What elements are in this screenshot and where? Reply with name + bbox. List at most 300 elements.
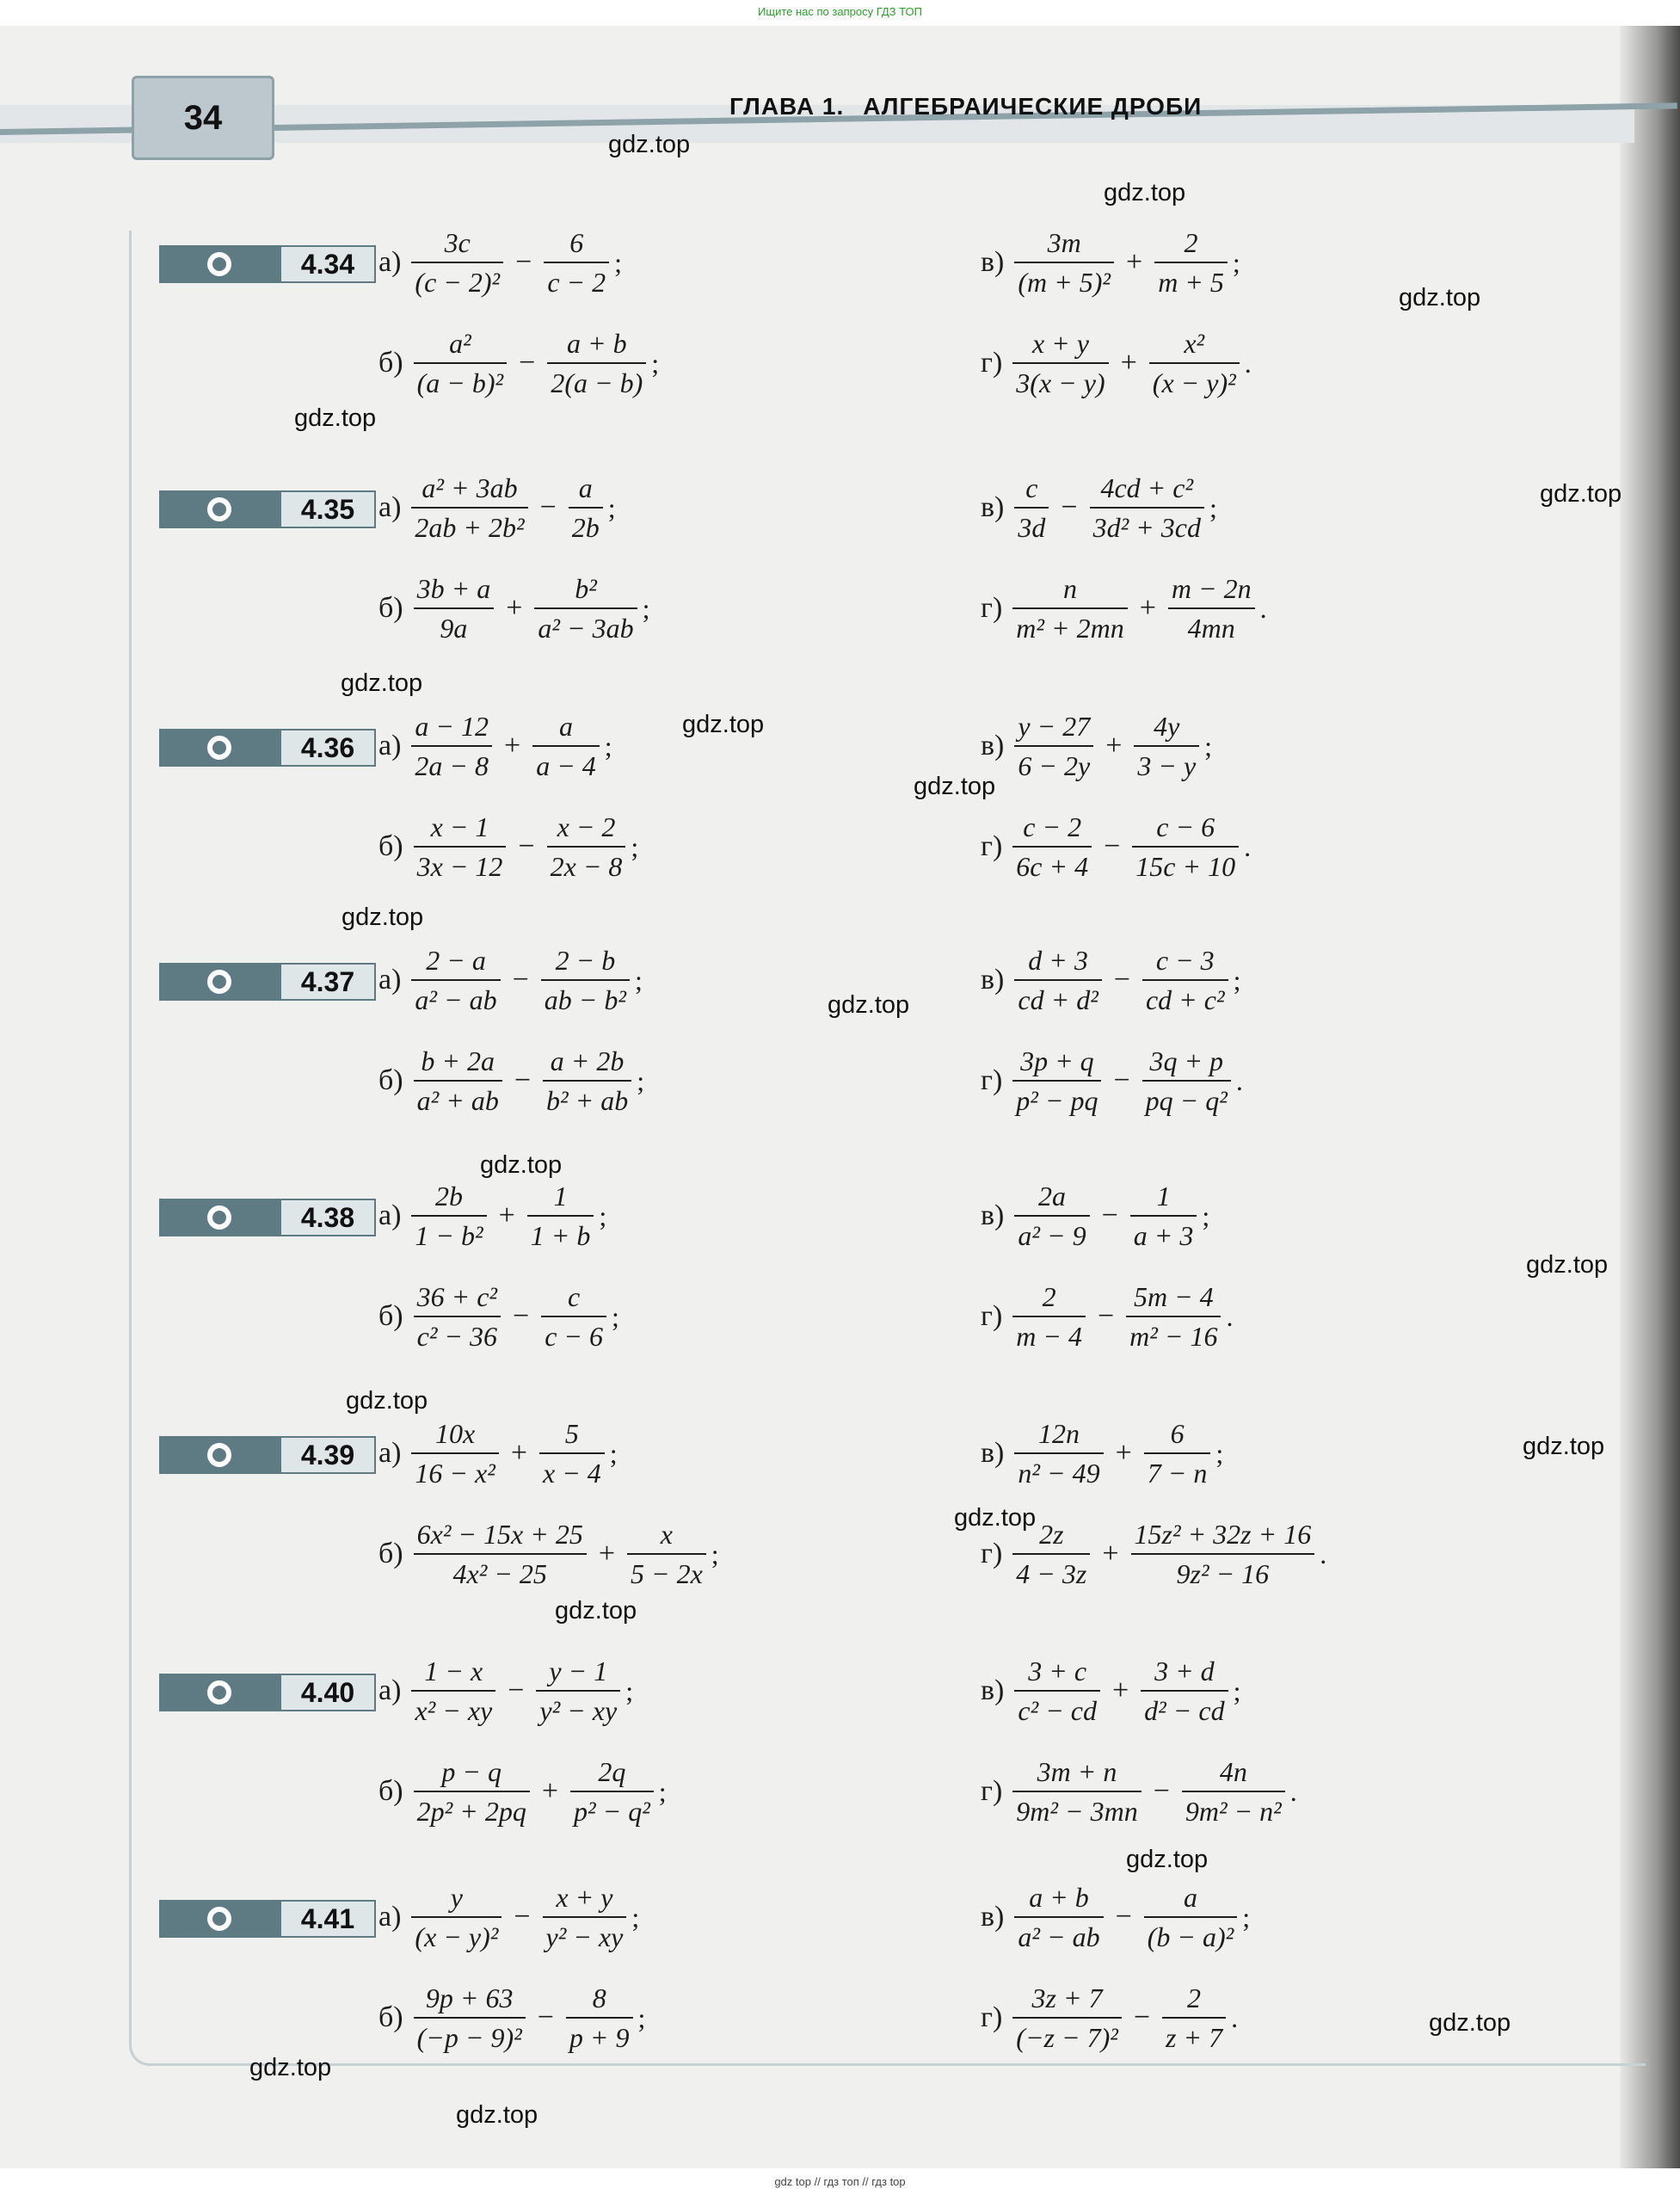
fraction-numerator: y − 1 (549, 1655, 608, 1686)
operator: − (1061, 491, 1078, 523)
punctuation: ; (1233, 964, 1241, 996)
fraction-numerator: 3m (1047, 227, 1081, 258)
punctuation: ; (604, 730, 612, 761)
exercise-item (981, 1044, 1243, 1118)
operator: − (514, 1064, 531, 1096)
fraction-denominator: 9m² − 3mn (1016, 1796, 1138, 1827)
fraction-denominator: c − 2 (547, 267, 606, 298)
fraction-denominator: cd + c² (1145, 984, 1225, 1015)
item-letter: в) (981, 964, 1005, 996)
operator: + (1111, 1674, 1129, 1706)
fraction-numerator: b + 2a (421, 1045, 495, 1076)
fraction (1134, 709, 1199, 783)
chapter-heading (729, 93, 1202, 120)
watermark-text: gdz.top (1126, 1846, 1209, 1873)
fraction (1014, 709, 1093, 783)
operator: − (1113, 964, 1130, 996)
exercise-item (378, 1981, 645, 2055)
item-letter: а) (378, 730, 402, 761)
fraction-numerator: a + 2b (550, 1045, 625, 1076)
exercise-item (378, 326, 659, 400)
exercise-item (378, 1179, 606, 1253)
exercise-item (981, 471, 1217, 545)
item-letter: б) (378, 592, 403, 624)
item-letter: в) (981, 1199, 1005, 1231)
fraction-denominator: 1 + b (530, 1220, 591, 1251)
fraction (1012, 1044, 1101, 1118)
fraction-denominator: p² − pq (1016, 1085, 1098, 1116)
item-letter: б) (378, 1064, 403, 1096)
fraction (1162, 1981, 1226, 2055)
fraction-denominator: (−z − 7)² (1016, 2022, 1118, 2053)
exercise-item (981, 326, 1252, 400)
fraction-denominator: m − 4 (1016, 1321, 1082, 1352)
punctuation: . (1235, 1064, 1243, 1096)
operator: + (1105, 730, 1123, 761)
punctuation: ; (607, 491, 616, 523)
fraction-numerator: c − 3 (1155, 945, 1215, 976)
punctuation: . (1320, 1538, 1327, 1569)
fraction (1142, 943, 1228, 1017)
fraction-numerator: 3m + n (1037, 1756, 1117, 1787)
item-letter: г) (981, 1300, 1003, 1332)
fraction-numerator: x − 2 (557, 811, 616, 842)
fraction-denominator: 4x² − 25 (452, 1558, 547, 1589)
operator: − (518, 830, 535, 862)
fraction (547, 810, 626, 884)
punctuation: . (1226, 1300, 1234, 1332)
problem-number-label (159, 1436, 376, 1474)
fraction-numerator: 5m − 4 (1133, 1281, 1214, 1312)
fraction (414, 1279, 501, 1353)
item-letter: б) (378, 1538, 403, 1569)
operator: − (1133, 2001, 1151, 2033)
fraction (569, 471, 603, 545)
fraction-denominator: b² + ab (546, 1085, 629, 1116)
operator: − (1101, 1199, 1118, 1231)
watermark-text: gdz.top (249, 2054, 332, 2081)
fraction-denominator: 9m² − n² (1185, 1796, 1282, 1827)
item-letter: г) (981, 1064, 1003, 1096)
operator: + (1139, 592, 1156, 624)
fraction-denominator: (a − b)² (416, 367, 504, 398)
item-letter: г) (981, 830, 1003, 862)
fraction-denominator: 2(a − b) (551, 367, 643, 398)
punctuation: ; (1215, 1437, 1224, 1469)
exercise-item (981, 709, 1212, 783)
problem-number-label (159, 490, 376, 528)
fraction-denominator: (b − a)² (1147, 1921, 1234, 1952)
bottom-note: gdz top // гдз топ // гдз top (774, 2175, 906, 2188)
fraction-numerator: 3z + 7 (1031, 1982, 1103, 2013)
item-letter: б) (378, 830, 403, 862)
fraction (1141, 1654, 1228, 1728)
item-letter: в) (981, 1901, 1005, 1933)
fraction (411, 1416, 498, 1490)
fraction-denominator: 7 − n (1147, 1458, 1208, 1489)
watermark-text: gdz.top (682, 711, 765, 738)
watermark-text: gdz.top (294, 404, 377, 432)
problem-number-label (159, 1900, 376, 1938)
difficulty-marker (159, 1199, 280, 1236)
watermark-text: gdz.top (1104, 179, 1186, 207)
fraction-denominator: n² − 49 (1018, 1458, 1100, 1489)
item-letter: а) (378, 1674, 402, 1706)
fraction-numerator: 3 + d (1154, 1655, 1215, 1686)
watermark-text: gdz.top (1523, 1433, 1605, 1460)
exercise-item (378, 225, 622, 299)
fraction (543, 1044, 631, 1118)
fraction-denominator: 6c + 4 (1016, 851, 1089, 882)
item-letter: а) (378, 1199, 402, 1231)
fraction (1014, 1416, 1103, 1490)
operator: − (539, 491, 557, 523)
watermark-text: gdz.top (346, 1387, 428, 1415)
circle-icon (207, 970, 231, 994)
operator: − (513, 1300, 530, 1332)
fraction (1144, 1416, 1211, 1490)
exercise-item (981, 1754, 1297, 1828)
exercise-item (981, 571, 1267, 645)
operator: + (541, 1775, 558, 1807)
fraction-numerator: 36 + c² (416, 1281, 498, 1312)
fraction (1126, 1279, 1221, 1353)
fraction-numerator: 10x (435, 1418, 476, 1449)
fraction (411, 1654, 495, 1728)
exercise-item (981, 1880, 1250, 1954)
fraction-numerator: 2 (1187, 1982, 1202, 2013)
fraction-denominator: 5 − 2x (631, 1558, 703, 1589)
exercise-item (378, 471, 616, 545)
fraction-denominator: 16 − x² (415, 1458, 495, 1489)
exercise-item (378, 1654, 633, 1728)
punctuation: ; (1233, 1674, 1241, 1706)
exercise-item (981, 1654, 1240, 1728)
fraction-denominator: 2p² + 2pq (416, 1796, 526, 1827)
fraction-numerator: 2 (1042, 1281, 1056, 1312)
operator: + (1115, 1437, 1132, 1469)
difficulty-marker (159, 1674, 280, 1711)
fraction (1182, 1754, 1285, 1828)
fraction-denominator: 2b (571, 512, 600, 543)
fraction-numerator: 2z (1039, 1519, 1064, 1550)
problem-number-label (159, 1674, 376, 1711)
punctuation: ; (634, 964, 643, 996)
fraction-numerator: x + y (556, 1882, 613, 1913)
punctuation: ; (631, 1901, 640, 1933)
fraction-numerator: b² (575, 573, 597, 604)
fraction (411, 709, 492, 783)
item-letter: в) (981, 491, 1005, 523)
fraction (414, 571, 495, 645)
fraction-denominator: 4 − 3z (1016, 1558, 1087, 1589)
fraction (527, 1179, 594, 1253)
operator: + (1102, 1538, 1119, 1569)
operator: − (1115, 1901, 1132, 1933)
circle-icon (207, 252, 231, 276)
fraction-denominator: 3x − 12 (416, 851, 503, 882)
operator: + (506, 592, 523, 624)
fraction-numerator: x + y (1031, 328, 1089, 359)
item-letter: г) (981, 2001, 1003, 2033)
exercise-item (981, 1416, 1223, 1490)
fraction-denominator: 9z² − 16 (1176, 1558, 1270, 1589)
fraction (1130, 1179, 1197, 1253)
fraction-denominator: 1 − b² (415, 1220, 483, 1251)
fraction-numerator: y (450, 1882, 463, 1913)
problem-number-label (159, 729, 376, 767)
fraction-numerator: a + b (1029, 1882, 1089, 1913)
fraction-numerator: 3 + c (1028, 1655, 1087, 1686)
fraction-denominator: 2a − 8 (415, 750, 489, 781)
operator: − (514, 1901, 531, 1933)
fraction-denominator: pq − q² (1145, 1085, 1228, 1116)
fraction-numerator: 4cd + c² (1100, 472, 1194, 503)
item-letter: г) (981, 1775, 1003, 1807)
fraction (566, 1981, 633, 2055)
fraction (411, 1179, 486, 1253)
fraction-denominator: 2ab + 2b² (415, 512, 525, 543)
fraction-denominator: m² + 2mn (1016, 613, 1124, 644)
fraction (411, 1880, 502, 1954)
watermark-text: gdz.top (1526, 1251, 1609, 1279)
operator: − (1097, 1300, 1115, 1332)
item-letter: б) (378, 1300, 403, 1332)
fraction-numerator: n (1062, 573, 1077, 604)
watermark-text: gdz.top (954, 1504, 1037, 1532)
punctuation: ; (612, 1300, 619, 1332)
fraction (414, 1981, 526, 2055)
exercise-item (378, 1880, 639, 1954)
fraction-denominator: a − 4 (536, 750, 596, 781)
fraction-numerator: c − 2 (1023, 811, 1082, 842)
punctuation: ; (1242, 1901, 1251, 1933)
problem-number: 4.41 (280, 1900, 376, 1938)
difficulty-marker (159, 1900, 280, 1938)
fraction (541, 1279, 606, 1353)
problem-number: 4.36 (280, 729, 376, 767)
fraction (414, 810, 507, 884)
fraction-numerator: 3b + a (416, 573, 491, 604)
fraction (570, 1754, 654, 1828)
operator: − (519, 347, 536, 379)
fraction-numerator: 1 (1156, 1181, 1171, 1212)
fraction-denominator: a² − 9 (1018, 1220, 1086, 1251)
item-letter: б) (378, 1775, 403, 1807)
problem-number: 4.35 (280, 490, 376, 528)
fraction (1014, 225, 1114, 299)
item-letter: в) (981, 730, 1005, 761)
item-letter: а) (378, 964, 402, 996)
exercise-item (378, 1517, 719, 1591)
fraction-numerator: 2 − a (426, 945, 486, 976)
circle-icon (207, 1680, 231, 1705)
difficulty-marker (159, 963, 280, 1001)
difficulty-marker (159, 245, 280, 283)
fraction-denominator: cd + d² (1018, 984, 1098, 1015)
fraction (1012, 810, 1092, 884)
operator: − (1104, 830, 1121, 862)
operator: − (515, 246, 532, 278)
fraction-numerator: x² (1184, 328, 1205, 359)
fraction-denominator: 3 − y (1137, 750, 1197, 781)
fraction-denominator: d² − cd (1144, 1695, 1225, 1726)
fraction-denominator: y² − xy (545, 1921, 624, 1952)
operator: + (1126, 246, 1143, 278)
difficulty-marker (159, 1436, 280, 1474)
fraction-numerator: x − 1 (430, 811, 489, 842)
item-letter: в) (981, 1437, 1005, 1469)
watermark-text: gdz.top (342, 903, 424, 931)
operator: + (504, 730, 521, 761)
circle-icon (207, 1205, 231, 1230)
fraction (1142, 1044, 1231, 1118)
fraction (1014, 471, 1049, 545)
fraction (1014, 1880, 1103, 1954)
punctuation: ; (658, 1775, 667, 1807)
item-letter: а) (378, 1437, 402, 1469)
fraction-denominator: (x − y)² (1152, 367, 1236, 398)
chapter-label: ГЛАВА 1. (729, 93, 845, 120)
fraction (1012, 1754, 1141, 1828)
fraction (541, 943, 630, 1017)
fraction (1168, 571, 1255, 645)
fraction-numerator: 12n (1037, 1418, 1080, 1449)
watermark-text: gdz.top (914, 773, 996, 800)
watermark-text: gdz.top (456, 2101, 538, 2129)
fraction-denominator: 3(x − y) (1016, 367, 1105, 398)
fraction-numerator: c (1025, 472, 1038, 503)
punctuation: . (1289, 1775, 1297, 1807)
punctuation: ; (625, 1674, 634, 1706)
fraction (1012, 326, 1108, 400)
watermark-text: gdz.top (1399, 284, 1481, 311)
punctuation: ; (1204, 730, 1213, 761)
problem-number-label (159, 963, 376, 1001)
fraction-denominator: 6 − 2y (1018, 750, 1091, 781)
fraction-numerator: 3p + q (1020, 1045, 1094, 1076)
fraction-denominator: a + 3 (1133, 1220, 1194, 1251)
fraction (414, 1044, 502, 1118)
punctuation: ; (711, 1538, 719, 1569)
item-letter: г) (981, 1538, 1003, 1569)
operator: + (598, 1538, 615, 1569)
exercise-item (981, 225, 1240, 299)
fraction (414, 326, 508, 400)
fraction-numerator: y − 27 (1018, 711, 1091, 742)
fraction-denominator: x² − xy (415, 1695, 493, 1726)
fraction (1090, 471, 1204, 545)
difficulty-marker (159, 729, 280, 767)
operator: − (508, 1674, 525, 1706)
operator: − (512, 964, 529, 996)
fraction-numerator: 5 (564, 1418, 579, 1449)
watermark-text: gdz.top (1429, 2009, 1511, 2037)
fraction-denominator: a² − 3ab (538, 613, 634, 644)
fraction-numerator: 3c (444, 227, 471, 258)
fraction (547, 326, 646, 400)
fraction-numerator: 2q (598, 1756, 626, 1787)
problem-number: 4.40 (280, 1674, 376, 1711)
fraction-denominator: 15c + 10 (1135, 851, 1236, 882)
operator: + (510, 1437, 527, 1469)
fraction (1131, 1517, 1315, 1591)
fraction-numerator: 15z² + 32z + 16 (1134, 1519, 1312, 1550)
watermark-text: gdz.top (1540, 480, 1622, 508)
punctuation: ; (609, 1437, 618, 1469)
item-letter: г) (981, 347, 1003, 379)
fraction (1014, 943, 1101, 1017)
watermark-text: gdz.top (608, 131, 691, 158)
fraction (414, 1517, 587, 1591)
exercise-item (981, 810, 1251, 884)
fraction (543, 1880, 627, 1954)
punctuation: ; (1209, 491, 1217, 523)
item-letter: в) (981, 246, 1005, 278)
fraction (411, 225, 503, 299)
punctuation: . (1231, 2001, 1239, 2033)
fraction-numerator: a² + 3ab (422, 472, 518, 503)
fraction-denominator: x − 4 (543, 1458, 601, 1489)
fraction-numerator: 2 − b (555, 945, 616, 976)
fraction-numerator: 2a (1037, 1181, 1066, 1212)
fraction (532, 709, 600, 783)
fraction-denominator: y² − xy (539, 1695, 618, 1726)
operator: − (1153, 1775, 1170, 1807)
fraction-denominator: (c − 2)² (415, 267, 501, 298)
fraction-denominator: a² − ab (415, 984, 497, 1015)
fraction (1012, 1981, 1122, 2055)
fraction-denominator: m² − 16 (1129, 1321, 1218, 1352)
fraction-numerator: p − q (441, 1756, 502, 1787)
exercise-item (378, 709, 612, 783)
fraction-denominator: c² − 36 (416, 1321, 498, 1352)
fraction-numerator: 4y (1154, 711, 1180, 742)
exercise-item (378, 571, 649, 645)
punctuation: . (1244, 347, 1252, 379)
punctuation: ; (614, 246, 622, 278)
fraction (1149, 326, 1240, 400)
punctuation: ; (1232, 246, 1240, 278)
exercise-item (378, 1416, 618, 1490)
problem-number-label (159, 1199, 376, 1236)
punctuation: ; (651, 347, 660, 379)
exercise-item (981, 1179, 1209, 1253)
fraction-denominator: 9a (440, 613, 468, 644)
exercise-item (378, 810, 638, 884)
fraction (539, 1416, 605, 1490)
fraction-numerator: 1 − x (424, 1655, 483, 1686)
fraction-numerator: a² (449, 328, 471, 359)
fraction-numerator: x (660, 1519, 673, 1550)
fraction-denominator: p² − q² (574, 1796, 650, 1827)
watermark-text: gdz.top (480, 1151, 563, 1179)
fraction-numerator: 2b (435, 1181, 464, 1212)
page-number: 34 (132, 76, 274, 160)
operator: − (1113, 1064, 1130, 1096)
fraction (1012, 571, 1127, 645)
fraction-numerator: c (568, 1281, 581, 1312)
difficulty-marker (159, 490, 280, 528)
fraction-denominator: ab − b² (544, 984, 626, 1015)
item-letter: б) (378, 2001, 403, 2033)
fraction (627, 1517, 706, 1591)
fraction-numerator: 9p + 63 (425, 1982, 514, 2013)
fraction-denominator: a² − ab (1018, 1921, 1100, 1952)
item-letter: а) (378, 1901, 402, 1933)
fraction-numerator: 6 (1170, 1418, 1185, 1449)
punctuation: . (1244, 830, 1252, 862)
